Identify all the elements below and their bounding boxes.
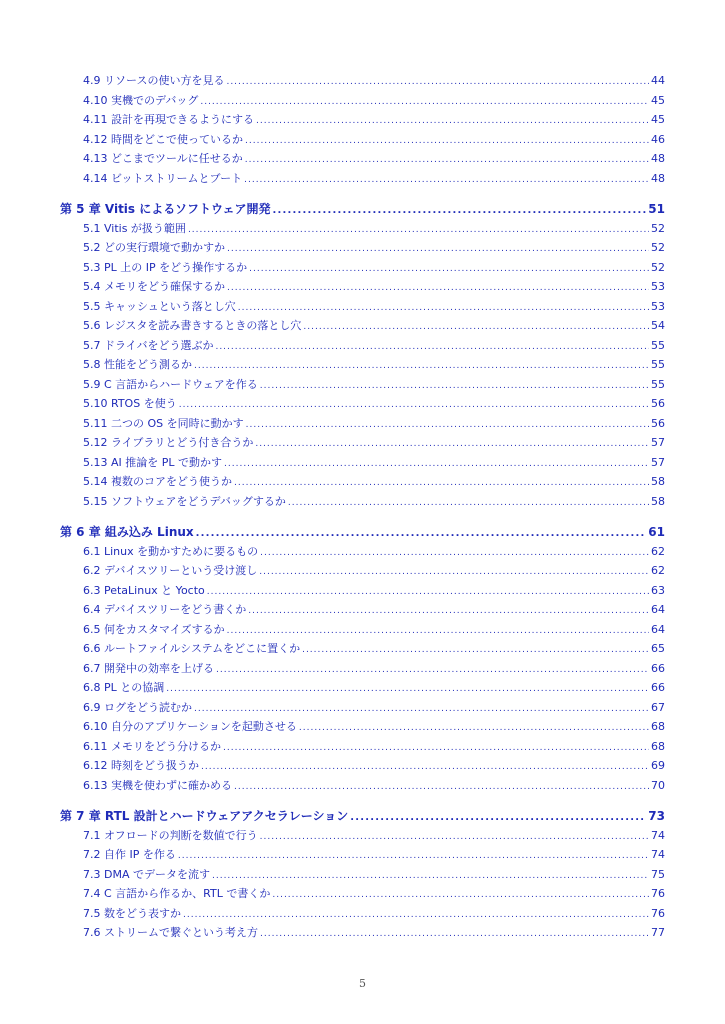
toc-entry-page: 45 (651, 113, 665, 126)
toc-section-entry[interactable] (83, 434, 665, 450)
toc-chapter-entry[interactable] (60, 523, 665, 541)
toc-entry-title: 5.6 レジスタを読み書きするときの落とし穴 (83, 319, 302, 332)
toc-entry-title: 第 5 章 Vitis によるソフトウェア開発 (60, 201, 271, 216)
toc-section-entry[interactable] (83, 220, 665, 236)
toc-entry-title: 6.13 実機を使わずに確かめる (83, 778, 232, 792)
toc-entry-title: 4.12 時間をどこで使っているか (83, 132, 243, 146)
toc-leader-dots (234, 782, 649, 792)
toc-leader-dots (260, 929, 649, 939)
toc-leader-dots (178, 851, 649, 861)
toc-entry-page: 56 (651, 416, 665, 430)
toc-section-entry[interactable] (83, 376, 665, 392)
toc-leader-dots (224, 459, 649, 469)
toc-entry-page: 64 (651, 622, 665, 636)
toc-section-entry[interactable] (83, 493, 665, 509)
toc-entry-title: 7.3 DMA でデータを流す (83, 867, 210, 881)
toc-section-entry[interactable] (83, 601, 665, 617)
toc-entry-title: 4.13 どこまでツールに任せるか (83, 152, 243, 165)
toc-entry-page: 76 (651, 887, 665, 900)
toc-entry-page: 52 (651, 221, 665, 235)
toc-entry-page: 44 (651, 74, 665, 87)
toc-entry-title: 5.10 RTOS を使う (83, 397, 177, 410)
toc-entry-page: 55 (651, 338, 665, 352)
toc-entry-page: 68 (651, 720, 665, 733)
toc-section-entry[interactable] (83, 454, 665, 470)
toc-leader-dots (183, 910, 649, 920)
toc-section-entry[interactable] (83, 473, 665, 489)
toc-leader-dots (194, 704, 649, 714)
toc-entry-page: 48 (651, 152, 665, 165)
toc-leader-dots (226, 77, 649, 87)
toc-leader-dots (238, 303, 649, 313)
toc-leader-dots (234, 478, 649, 488)
toc-entry-title: 5.13 AI 推論を PL で動かす (83, 455, 223, 469)
toc-entry-title: 第 6 章 組み込み Linux (60, 524, 194, 539)
toc-section-entry[interactable] (83, 827, 665, 843)
toc-entry-title: 4.14 ビットストリームとブート (83, 171, 243, 185)
toc-section-entry[interactable] (83, 170, 665, 186)
toc-section-entry[interactable] (83, 562, 665, 578)
toc-entry-page: 75 (651, 867, 665, 881)
toc-leader-dots (227, 244, 649, 254)
toc-leader-dots (245, 155, 649, 165)
toc-leader-dots (215, 342, 649, 352)
toc-leader-dots (216, 665, 649, 675)
toc-leader-dots (272, 890, 649, 900)
toc-entry-title: 4.10 実機でのデバッグ (83, 93, 199, 107)
toc-section-entry[interactable] (83, 337, 665, 353)
toc-leader-dots (179, 400, 649, 410)
toc-section-entry[interactable] (83, 415, 665, 431)
toc-leader-dots (350, 812, 646, 823)
toc-leader-dots (273, 205, 647, 216)
toc-entry-title: 6.8 PL との協調 (83, 681, 165, 694)
toc-leader-dots (200, 97, 649, 107)
toc-entry-page: 74 (651, 848, 665, 861)
toc-entry-title: 6.11 メモリをどう分けるか (83, 739, 221, 753)
toc-chapter-entry[interactable] (60, 200, 665, 218)
toc-entry-page: 69 (651, 759, 665, 772)
toc-entry-title: 5.12 ライブラリとどう付き合うか (83, 436, 254, 449)
toc-leader-dots (299, 723, 649, 733)
toc-section-entry[interactable] (83, 278, 665, 294)
toc-entry-title: 7.2 自作 IP を作る (83, 848, 176, 861)
toc-entry-page: 63 (651, 583, 665, 597)
toc-section-entry[interactable] (83, 72, 665, 88)
toc-section-entry[interactable] (83, 660, 665, 676)
toc-entry-title: 5.5 キャッシュという落とし穴 (83, 299, 236, 313)
toc-entry-title: 5.9 C 言語からハードウェアを作る (83, 377, 258, 391)
toc-entry-page: 55 (651, 377, 665, 391)
toc-entry-page: 62 (651, 544, 665, 558)
toc-entry-page: 51 (648, 201, 665, 216)
toc-section-entry[interactable] (83, 757, 665, 773)
toc-leader-dots (248, 606, 649, 616)
toc-entry-page: 68 (651, 739, 665, 753)
toc-leader-dots (196, 528, 647, 539)
toc-section-entry[interactable] (83, 150, 665, 166)
toc-entry-page: 67 (651, 700, 665, 714)
page-number: 5 (359, 977, 366, 990)
toc-entry-title: 5.4 メモリをどう確保するか (83, 280, 225, 293)
toc-section-entry[interactable] (83, 866, 665, 882)
toc-entry-page: 74 (651, 828, 665, 842)
toc-entry-title: 7.1 オフロードの判断を数値で行う (83, 828, 258, 842)
toc-entry-page: 54 (651, 319, 665, 332)
toc-entry-title: 6.9 ログをどう読むか (83, 700, 192, 714)
toc-section-entry[interactable] (83, 543, 665, 559)
toc-leader-dots (227, 283, 649, 293)
toc-leader-dots (259, 567, 649, 577)
toc-entry-page: 65 (651, 642, 665, 655)
toc-section-entry[interactable] (83, 239, 665, 255)
toc-leader-dots (212, 871, 649, 881)
toc-section-entry[interactable] (83, 356, 665, 372)
toc-section-entry[interactable] (83, 718, 665, 734)
toc-section-entry[interactable] (83, 679, 665, 695)
toc-section-entry[interactable] (83, 905, 665, 921)
toc-entry-title: 6.5 何をカスタマイズするか (83, 622, 225, 636)
toc-entry-page: 46 (651, 132, 665, 146)
toc-leader-dots (188, 225, 649, 235)
toc-section-entry[interactable] (83, 298, 665, 314)
toc-leader-dots (303, 322, 649, 332)
toc-entry-page: 48 (651, 171, 665, 185)
toc-entry-title: 6.10 自分のアプリケーションを起動させる (83, 720, 297, 733)
toc-entry-page: 64 (651, 603, 665, 616)
toc-section-entry[interactable] (83, 111, 665, 127)
toc-section-entry[interactable] (83, 92, 665, 108)
toc-entry-page: 45 (651, 93, 665, 107)
toc-entry-title: 5.7 ドライバをどう選ぶか (83, 338, 214, 352)
toc-leader-dots (260, 832, 649, 842)
toc-leader-dots (194, 361, 649, 371)
toc-entry-page: 57 (651, 455, 665, 469)
toc-leader-dots (255, 439, 649, 449)
toc-entry-page: 77 (651, 926, 665, 939)
toc-entry-title: 6.4 デバイスツリーをどう書くか (83, 603, 247, 616)
toc-entry-title: 5.2 どの実行環境で動かすか (83, 241, 225, 254)
toc-leader-dots (166, 684, 649, 694)
toc-leader-dots (245, 136, 649, 146)
toc-leader-dots (227, 626, 649, 636)
toc-section-entry[interactable] (83, 582, 665, 598)
toc-entry-page: 76 (651, 906, 665, 920)
toc-entry-page: 61 (648, 524, 665, 539)
toc-entry-page: 56 (651, 397, 665, 410)
toc-entry-title: 5.3 PL 上の IP をどう操作するか (83, 260, 248, 274)
toc-entry-title: 5.11 二つの OS を同時に動かす (83, 416, 244, 430)
toc-entry-title: 6.6 ルートファイルシステムをどこに置くか (83, 642, 301, 655)
toc-leader-dots (302, 645, 649, 655)
toc-entry-title: 5.15 ソフトウェアをどうデバッグするか (83, 494, 286, 508)
toc-section-entry[interactable] (83, 738, 665, 754)
toc-entry-page: 53 (651, 280, 665, 293)
toc-entry-page: 58 (651, 494, 665, 508)
toc-entry-title: 6.3 PetaLinux と Yocto (83, 583, 205, 597)
toc-entry-page: 52 (651, 260, 665, 274)
toc-entry-page: 58 (651, 475, 665, 488)
toc-leader-dots (244, 175, 649, 185)
toc-section-entry[interactable] (83, 699, 665, 715)
toc-entry-title: 6.2 デバイスツリーという受け渡し (83, 564, 258, 577)
toc-leader-dots (201, 762, 649, 772)
toc-leader-dots (207, 587, 649, 597)
toc-section-entry[interactable] (83, 924, 665, 940)
toc-entry-title: 7.5 数をどう表すか (83, 906, 181, 920)
toc-section-entry[interactable] (83, 317, 665, 333)
toc-entry-title: 第 7 章 RTL 設計とハードウェアアクセラレーション (60, 808, 349, 823)
toc-leader-dots (256, 116, 649, 126)
toc-chapter-entry[interactable] (60, 807, 665, 825)
toc-entry-page: 73 (648, 808, 665, 823)
toc-entry-page: 66 (651, 681, 665, 694)
toc-section-entry[interactable] (83, 395, 665, 411)
toc-section-entry[interactable] (83, 885, 665, 901)
toc-entry-title: 6.1 Linux を動かすために要るもの (83, 544, 259, 558)
toc-entry-page: 70 (651, 778, 665, 792)
toc-leader-dots (288, 498, 649, 508)
toc-entry-title: 5.8 性能をどう測るか (83, 358, 192, 371)
toc-entry-title: 6.12 時刻をどう扱うか (83, 759, 199, 772)
toc-entry-page: 55 (651, 358, 665, 371)
toc-section-entry[interactable] (83, 621, 665, 637)
toc-section-entry[interactable] (83, 131, 665, 147)
toc-section-entry[interactable] (83, 259, 665, 275)
toc-entry-title: 4.9 リソースの使い方を見る (83, 74, 225, 87)
toc-entry-title: 6.7 開発中の効率を上げる (83, 661, 214, 675)
toc-entry-page: 57 (651, 436, 665, 449)
toc-entry-page: 66 (651, 661, 665, 675)
toc-leader-dots (249, 264, 649, 274)
toc-entry-page: 52 (651, 241, 665, 254)
toc-entry-title: 5.1 Vitis が扱う範囲 (83, 221, 186, 235)
toc-entry-title: 7.4 C 言語から作るか、RTL で書くか (83, 887, 271, 900)
toc-leader-dots (223, 743, 649, 753)
toc-leader-dots (260, 548, 649, 558)
toc-leader-dots (246, 420, 649, 430)
toc-section-entry[interactable] (83, 846, 665, 862)
toc-entry-page: 53 (651, 299, 665, 313)
toc-section-entry[interactable] (83, 777, 665, 793)
toc-entry-title: 5.14 複数のコアをどう使うか (83, 475, 232, 488)
toc-entry-title: 7.6 ストリームで繋ぐという考え方 (83, 926, 258, 939)
toc-entry-title: 4.11 設計を再現できるようにする (83, 113, 254, 126)
toc-section-entry[interactable] (83, 640, 665, 656)
toc-entry-page: 62 (651, 564, 665, 577)
toc-leader-dots (260, 381, 649, 391)
